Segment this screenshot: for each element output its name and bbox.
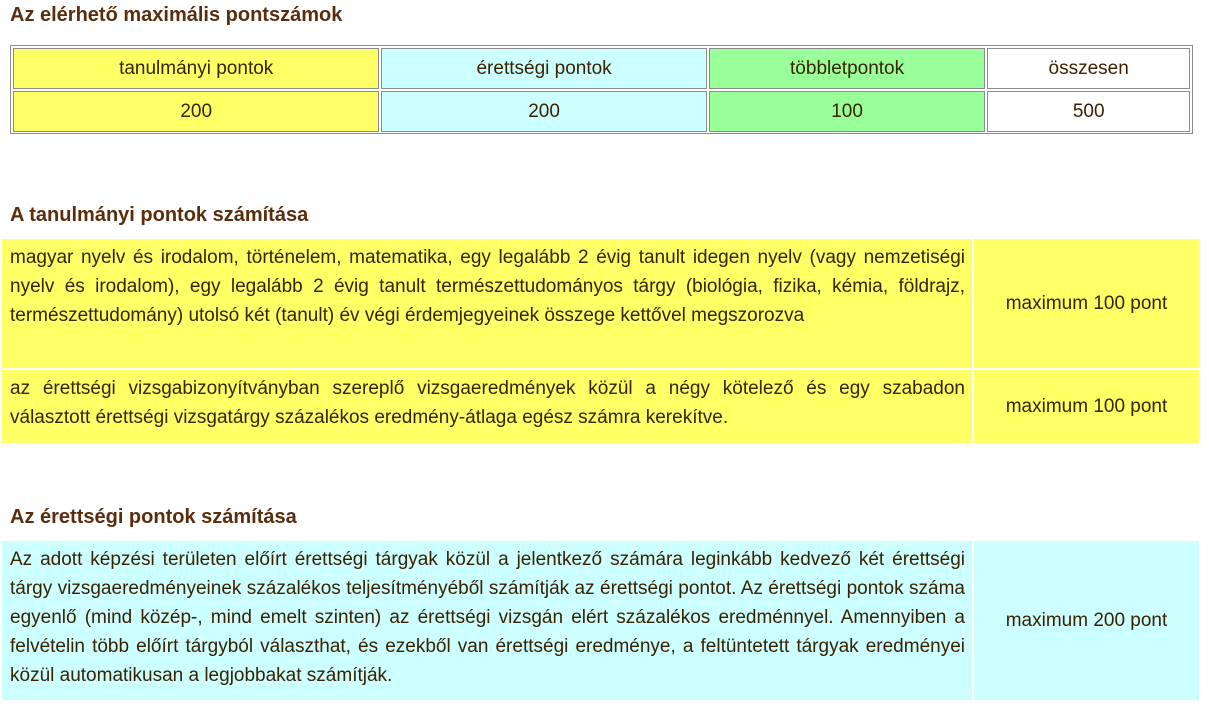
header-exam-points: érettségi pontok xyxy=(381,48,706,89)
max-points-heading: Az elérhető maximális pontszámok xyxy=(10,4,343,26)
study-points-max: maximum 100 pont xyxy=(974,239,1199,368)
max-points-value-row xyxy=(13,91,1190,132)
header-study-points: tanulmányi pontok xyxy=(13,48,379,89)
header-extra-points: többletpontok xyxy=(709,48,986,89)
study-points-description: az érettségi vizsgabizonyítványban szereplő vizsgaeredmények közül a négy kötelező és egy szabadon választott érettségi vizsgatárgy százalékos eredmény-átlaga egész számra kerekítve. xyxy=(2,370,972,443)
study-points-heading: A tanulmányi pontok számítása xyxy=(10,204,309,226)
max-points-table xyxy=(10,45,1193,134)
exam-points-heading: Az érettségi pontok számítása xyxy=(10,506,297,528)
exam-points-description: Az adott képzési területen előírt érettségi tárgyak közül a jelentkező számára leginkább kedvező két érettségi tárgy vizsgaeredményeinek százalékos teljesítményéből számítják az érettségi pontot. Az érettségi pontok száma egyenlő (mind közép-, mind emelt szinten) az érettségi vizsgán elért százalékos eredménnyel. Amennyiben a felvételin több előírt tárgyból választhat, és ezekből van érettségi eredménye, a feltüntetett tárgyak eredményei közül automatikusan a legjobbakat számítják. xyxy=(2,541,972,700)
study-points-max: maximum 100 pont xyxy=(974,370,1199,443)
value-study-points: 200 xyxy=(13,91,379,132)
study-points-row xyxy=(2,370,1199,443)
header-total: összesen xyxy=(987,48,1190,89)
value-total: 500 xyxy=(987,91,1190,132)
study-points-row xyxy=(2,239,1199,368)
value-exam-points: 200 xyxy=(381,91,706,132)
value-extra-points: 100 xyxy=(709,91,986,132)
study-points-description: magyar nyelv és irodalom, történelem, matematika, egy legalább 2 évig tanult idegen nyelv (vagy nemzetiségi nyelv és irodalom), egy legalább 2 évig tanult természettudományos tárgy (biológia, fizika, kémia, földrajz, természettudomány) utolsó két (tanult) év végi érdemjegyeinek összege kettővel megszorozva xyxy=(2,239,972,368)
exam-points-max: maximum 200 pont xyxy=(974,541,1199,700)
max-points-header-row xyxy=(13,48,1190,89)
exam-points-row xyxy=(2,541,1199,700)
